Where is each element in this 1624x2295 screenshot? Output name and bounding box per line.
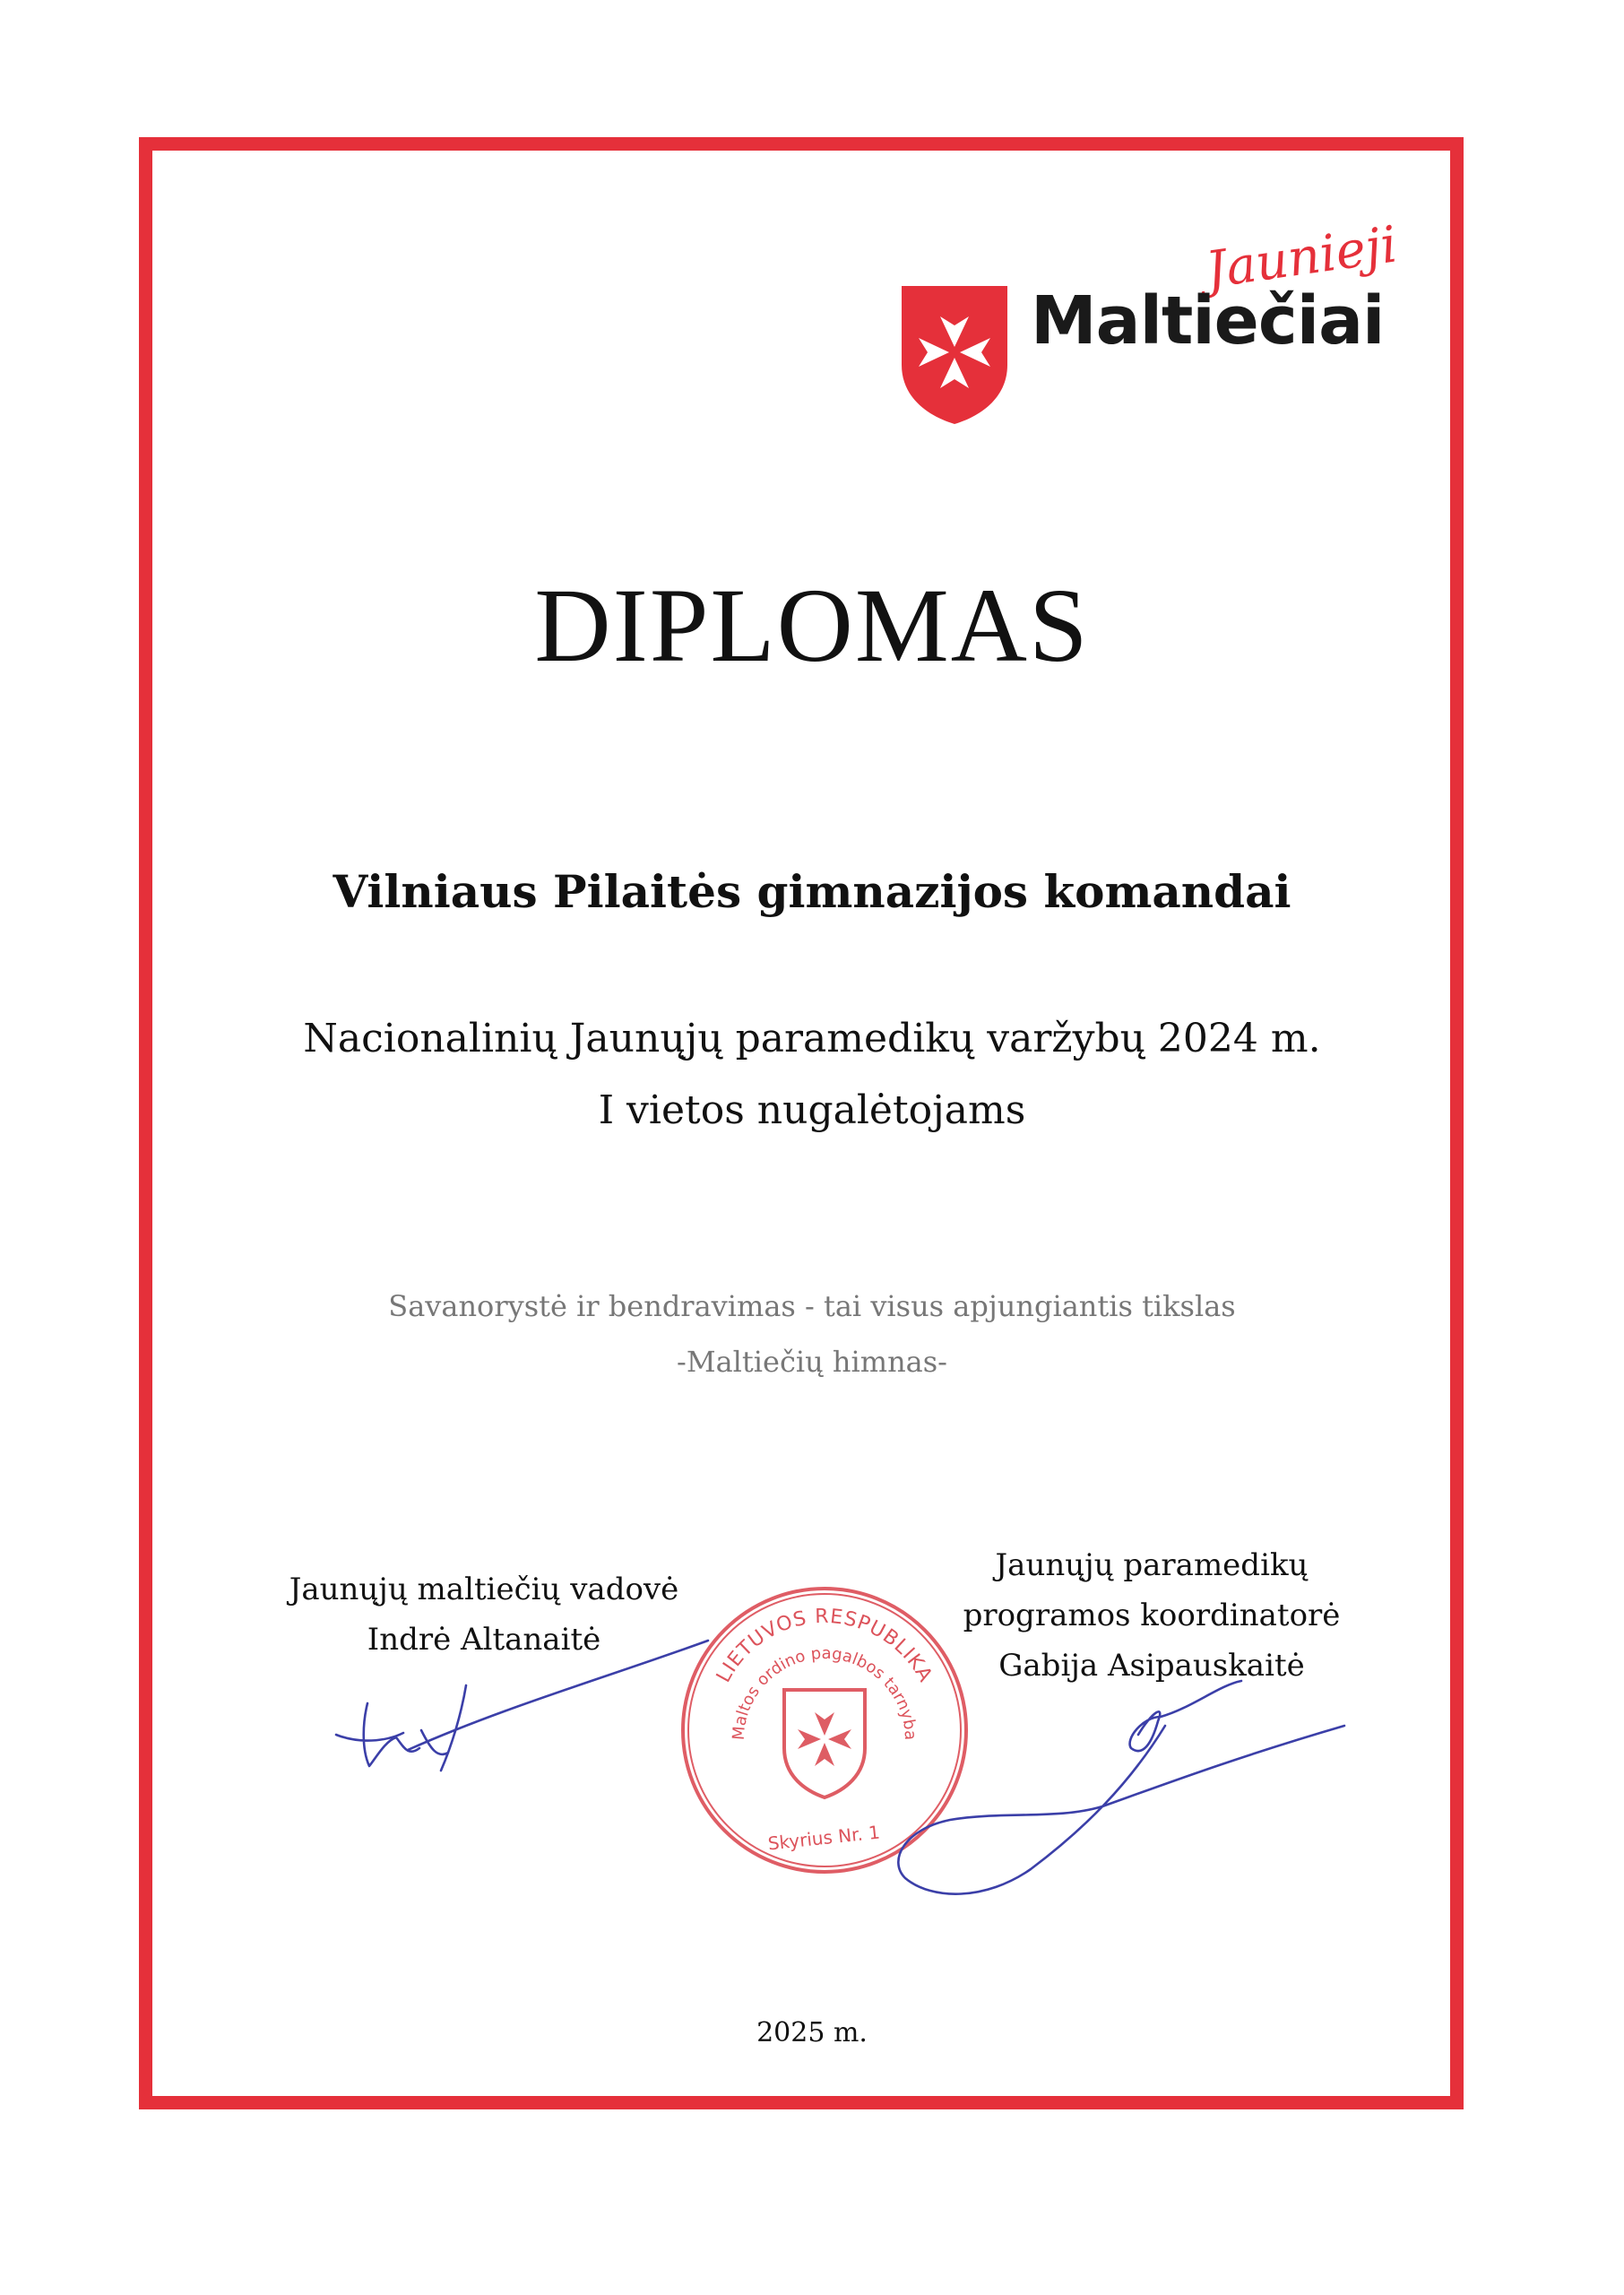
stamp-middle-text: Maltos ordino pagalbos tarnyba xyxy=(729,1643,920,1741)
stamp-shield-icon xyxy=(784,1690,865,1797)
right-signatory xyxy=(950,1540,1353,1691)
organization-logo xyxy=(896,215,1401,435)
document-title: DIPLOMAS xyxy=(534,567,1090,684)
official-stamp xyxy=(677,1582,972,1878)
right-signatory-role-line-1: Jaunųjų paramedikų xyxy=(995,1547,1309,1583)
maltese-cross-shield-icon xyxy=(896,282,1013,426)
issue-year: 2025 m. xyxy=(756,2017,868,2048)
logo-script-word: Jaunieji xyxy=(1202,215,1401,300)
right-signatory-name: Gabija Asipauskaitė xyxy=(998,1648,1305,1684)
right-signatory-role-line-2: programos koordinatorė xyxy=(963,1598,1341,1633)
motto-quote: Savanorystė ir bendravimas - tai visus apjungiantis tikslas xyxy=(388,1289,1236,1323)
motto-source: -Maltiečių himnas- xyxy=(677,1345,947,1379)
stamp-top-text: LIETUVOS RESPUBLIKA xyxy=(712,1605,937,1687)
logo-brand-word: Maltiečiai xyxy=(1031,282,1385,359)
left-signatory-name: Indrė Altanaitė xyxy=(367,1622,601,1658)
recipient-name: Vilniaus Pilaitės gimnazijos komandai xyxy=(333,865,1291,918)
left-signatory-role: Jaunųjų maltiečių vadovė xyxy=(289,1572,679,1607)
stamp-bottom-text: Skyrius Nr. 1 xyxy=(766,1821,881,1855)
left-signatory xyxy=(269,1564,699,1665)
achievement-line-1: Nacionalinių Jaunųjų paramedikų varžybų 2024 m. xyxy=(303,1016,1321,1061)
achievement-line-2: I vietos nugalėtojams xyxy=(598,1087,1026,1133)
